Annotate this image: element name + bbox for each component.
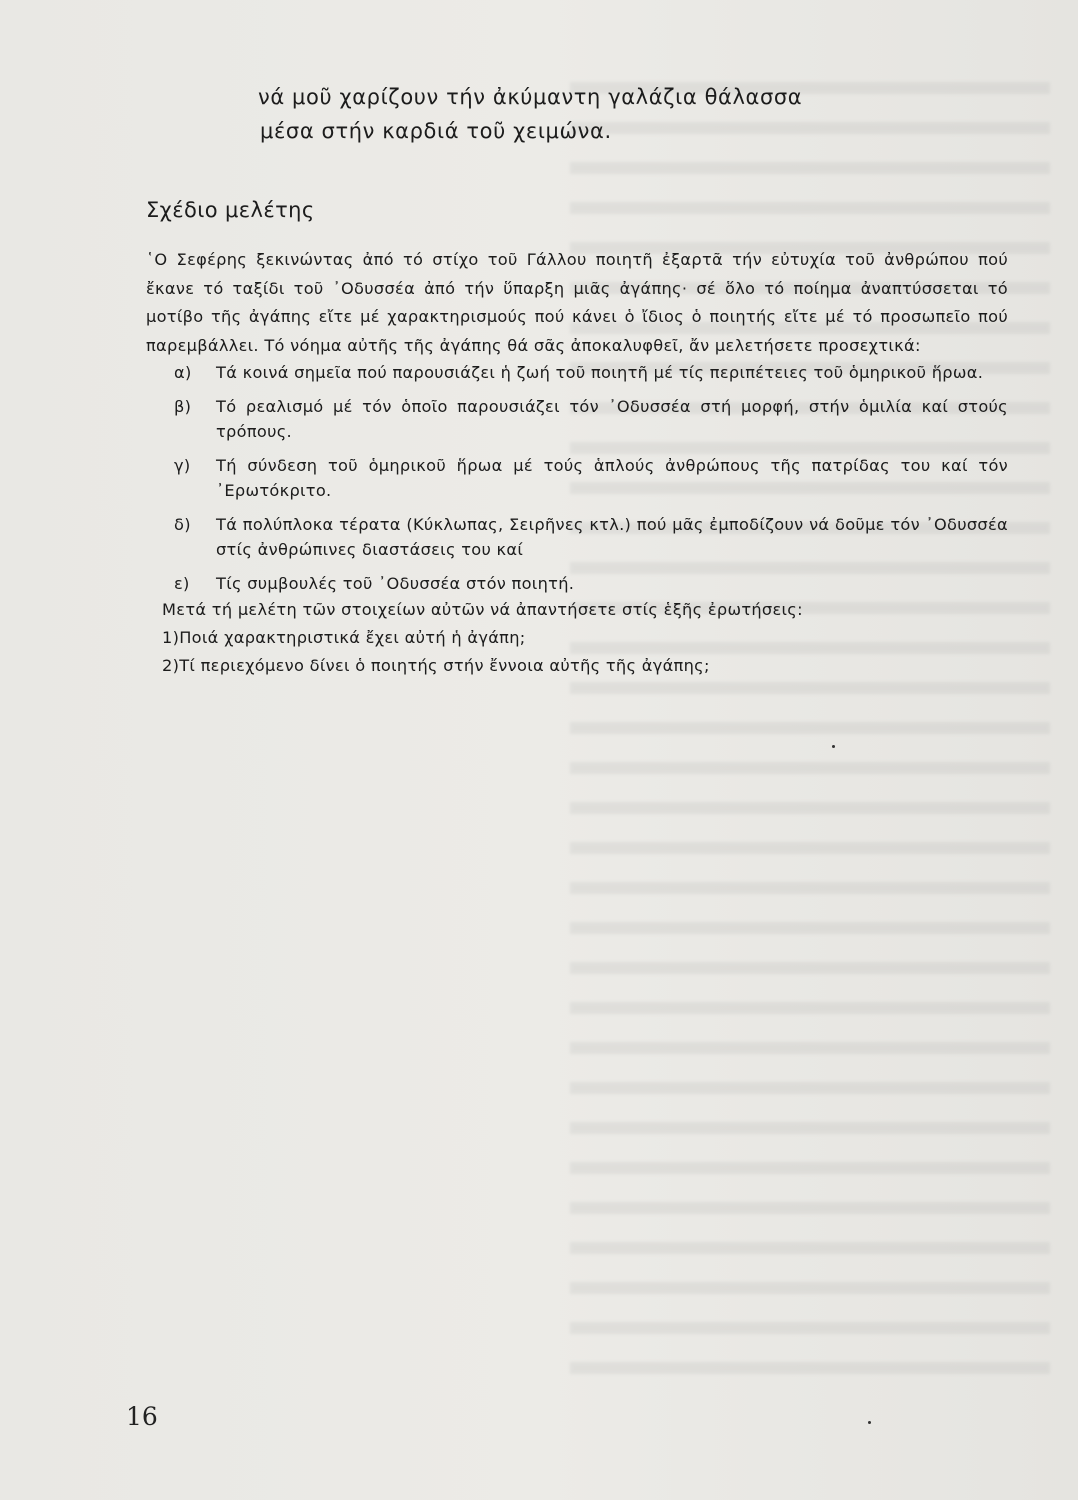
item-text: Τή σύνδεση τοῦ ὁμηρικοῦ ἥρωα μέ τούς ἁπλούς ἀνθρώπους τῆς πατρίδας του καί τόν ᾿Ερωτόκριτο. bbox=[216, 455, 1008, 500]
list-item bbox=[174, 360, 1008, 386]
study-plan-body bbox=[146, 246, 1008, 680]
section-heading: Σχέδιο μελέτης bbox=[146, 198, 315, 222]
verse-line-1: νά μοῦ χαρίζουν τήν ἀκύμαντη γαλάζια θάλασσα bbox=[258, 85, 803, 109]
list-item bbox=[174, 394, 1008, 445]
item-marker: α) bbox=[174, 363, 192, 382]
item-text: Τά πολύπλοκα τέρατα (Κύκλωπας, Σειρῆνες κτλ.) πού μᾶς ἐμποδίζουν νά δοῦμε τόν ᾿Οδυσσέα στίς ἀνθρώπινες διαστάσεις του καί bbox=[216, 514, 1008, 559]
questions-block bbox=[162, 596, 1008, 680]
page-number: 16 bbox=[126, 1402, 158, 1431]
item-text: Τό ρεαλισμό μέ τόν ὁποῖο παρουσιάζει τόν ᾿Οδυσσέα στή μορφή, στήν ὁμιλία καί στούς τρόπους. bbox=[216, 396, 1008, 441]
item-marker: δ) bbox=[174, 514, 191, 534]
item-marker: γ) bbox=[174, 455, 191, 475]
question-1: 1)Ποιά χαρακτηριστικά ἔχει αὐτή ἡ ἀγάπη; bbox=[162, 628, 526, 647]
speck-mark bbox=[832, 745, 835, 748]
item-text: Τά κοινά σημεῖα πού παρουσιάζει ἡ ζωή τοῦ ποιητῆ μέ τίς περιπέτειες τοῦ ὁμηρικοῦ ἥρωα. bbox=[216, 363, 984, 382]
study-items-list bbox=[146, 360, 1008, 596]
list-item bbox=[174, 453, 1008, 504]
verse-line-2: μέσα στήν καρδιά τοῦ χειμώνα. bbox=[260, 119, 612, 143]
list-item bbox=[174, 571, 1008, 597]
poem-verse bbox=[258, 80, 802, 148]
list-item bbox=[174, 512, 1008, 563]
question-2: 2)Τί περιεχόμενο δίνει ὁ ποιητής στήν ἔννοια αὐτῆς τῆς ἀγάπης; bbox=[162, 656, 710, 675]
item-marker: β) bbox=[174, 396, 192, 416]
speck-mark bbox=[868, 1421, 871, 1424]
intro-paragraph: ῾Ο Σεφέρης ξεκινώντας ἀπό τό στίχο τοῦ Γάλλου ποιητῆ ἐξαρτᾶ τήν εὐτυχία τοῦ ἀνθρώπου πού ἔκανε τό ταξίδι τοῦ ᾿Οδυσσέα ἀπό τήν ὕπαρξη μιᾶς ἀγάπης· σέ ὅλο τό ποίημα ἀναπτύσσεται τό μοτίβο τῆς ἀγάπης εἴτε μέ χαρακτηρισμούς πού κάνει ὁ ἴδιος ὁ ποιητής εἴτε μέ τό προσωπεῖο πού παρεμβάλλει. Τό νόημα αὐτῆς τῆς ἀγάπης θά σᾶς ἀποκαλυφθεῖ, ἄν μελετήσετε προσεχτικά: bbox=[146, 250, 1008, 355]
item-text: Τίς συμβουλές τοῦ ᾿Οδυσσέα στόν ποιητή. bbox=[216, 573, 575, 593]
item-marker: ε) bbox=[174, 573, 190, 593]
questions-intro: Μετά τή μελέτη τῶν στοιχείων αὐτῶν νά ἀπαντήσετε στίς ἑξῆς ἐρωτήσεις: bbox=[162, 600, 803, 619]
